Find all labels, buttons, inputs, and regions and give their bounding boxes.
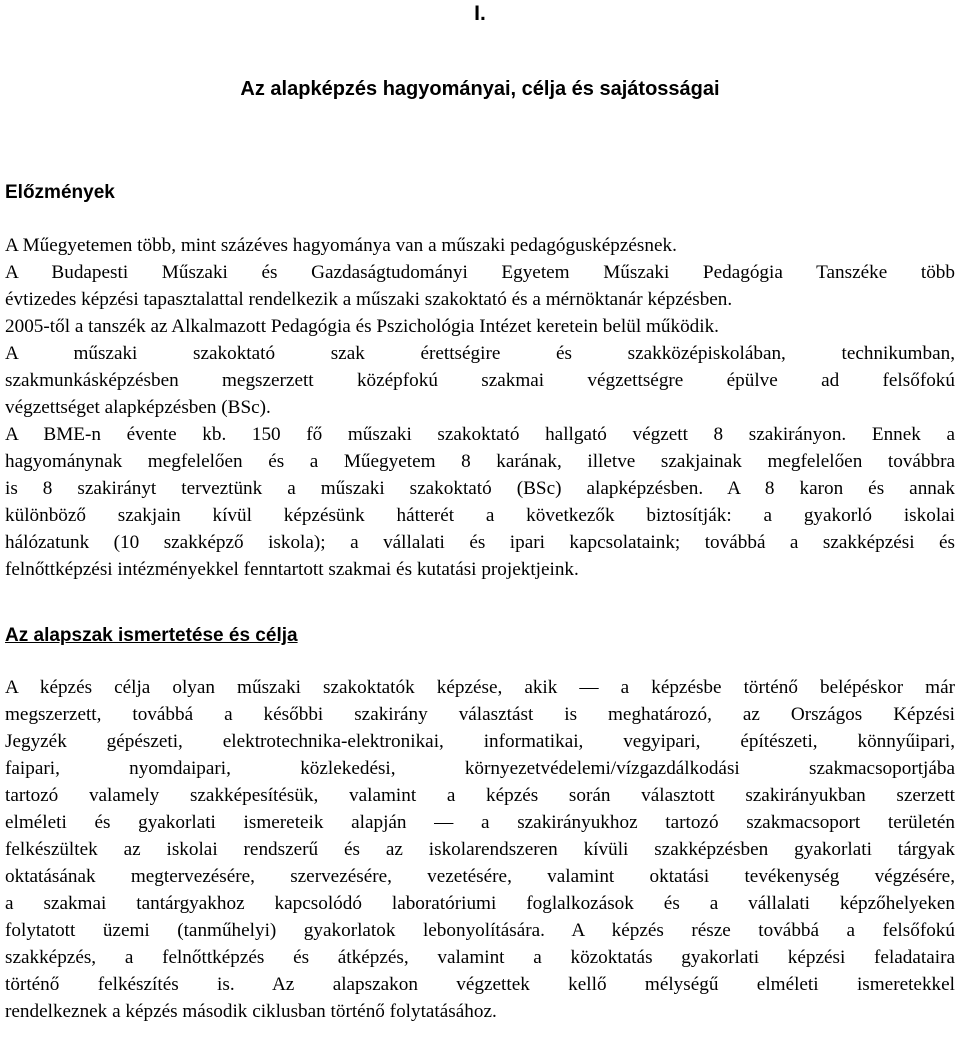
text-line: 2005-től a tanszék az Alkalmazott Pedagógia és Pszichológia Intézet keretein belül működik. <box>5 316 719 337</box>
chapter-title: Az alapképzés hagyományai, célja és sajátosságai <box>240 78 720 100</box>
text-line: végzettséget alapképzésben (BSc). <box>5 397 271 418</box>
text-line: A Budapesti Műszaki és Gazdaságtudományi Egyetem Műszaki Pedagógia Tanszéke több <box>5 262 955 283</box>
text-line: felnőttképzési intézményekkel fenntartott szakmai és kutatási projektjeink. <box>5 559 579 580</box>
text-line: évtizedes képzési tapasztalattal rendelkezik a műszaki szakoktató és a mérnöktanár képzésben. <box>5 289 733 310</box>
text-line: folytatott üzemi (tanműhelyi) gyakorlatok lebonyolítására. A képzés része továbbá a felsőfokú <box>5 920 955 941</box>
text-line: A Műegyetemen több, mint százéves hagyománya van a műszaki pedagógusképzésnek. <box>5 235 677 256</box>
text-line: történő felkészítés is. Az alapszakon végzettek kellő mélységű elméleti ismeretekkel <box>5 974 955 995</box>
text-line: A BME-n évente kb. 150 fő műszaki szakoktató hallgató végzett 8 szakirányon. Ennek a <box>5 424 955 445</box>
text-line: a szakmai tantárgyakhoz kapcsolódó laboratóriumi foglalkozások és a vállalati képzőhelyeken <box>5 893 955 914</box>
text-line: A műszaki szakoktató szak érettségire és szakközépiskolában, technikumban, <box>5 343 955 364</box>
text-line: elméleti és gyakorlati ismereteik alapján — a szakirányukhoz tartozó szakmacsoport területén <box>5 812 955 833</box>
section-heading-alapszak: Az alapszak ismertetése és célja <box>5 625 298 646</box>
text-line: faipari, nyomdaipari, közlekedési, környezetvédelemi/vízgazdálkodási szakmacsoportjába <box>5 758 955 779</box>
text-line: Jegyzék gépészeti, elektrotechnika-elektronikai, informatikai, vegyipari, építészeti, könnyűipari, <box>5 731 955 752</box>
text-line: megszerzett, továbbá a későbbi szakirány választást is meghatározó, az Országos Képzési <box>5 704 955 725</box>
text-line: is 8 szakirányt terveztünk a műszaki szakoktató (BSc) alapképzésben. A 8 karon és annak <box>5 478 955 499</box>
text-line: oktatásának megtervezésére, szervezésére, vezetésére, valamint oktatási tevékenység végzésére, <box>5 866 955 887</box>
text-line: szakképzés, a felnőttképzés és átképzés, valamint a közoktatás gyakorlati képzési feladataira <box>5 947 955 968</box>
text-line: szakmunkásképzésben megszerzett középfokú szakmai végzettségre épülve ad felsőfokú <box>5 370 955 391</box>
text-line: rendelkeznek a képzés második ciklusban történő folytatásához. <box>5 1001 497 1022</box>
text-line: különböző szakjain kívül képzésünk hátterét a következők biztosítják: a gyakorló iskolai <box>5 505 955 526</box>
section-alapszak-body <box>5 674 955 1025</box>
text-line: hagyománynak megfelelően és a Műegyetem 8 karának, illetve szakjainak megfelelően továbbra <box>5 451 955 472</box>
section-heading-elozmenyek: Előzmények <box>5 182 115 203</box>
text-line: A képzés célja olyan műszaki szakoktatók képzése, akik — a képzésbe történő belépéskor már <box>5 677 955 698</box>
text-line: hálózatunk (10 szakképző iskola); a vállalati és ipari kapcsolataink; továbbá a szakképzési és <box>5 532 955 553</box>
section-elozmenyek-body <box>5 232 955 583</box>
text-line: tartozó valamely szakképesítésük, valamint a képzés során választott szakirányukban szerzett <box>5 785 955 806</box>
chapter-number: I. <box>474 2 486 25</box>
text-line: felkészültek az iskolai rendszerű és az iskolarendszeren kívüli szakképzésben gyakorlati tárgyak <box>5 839 955 860</box>
